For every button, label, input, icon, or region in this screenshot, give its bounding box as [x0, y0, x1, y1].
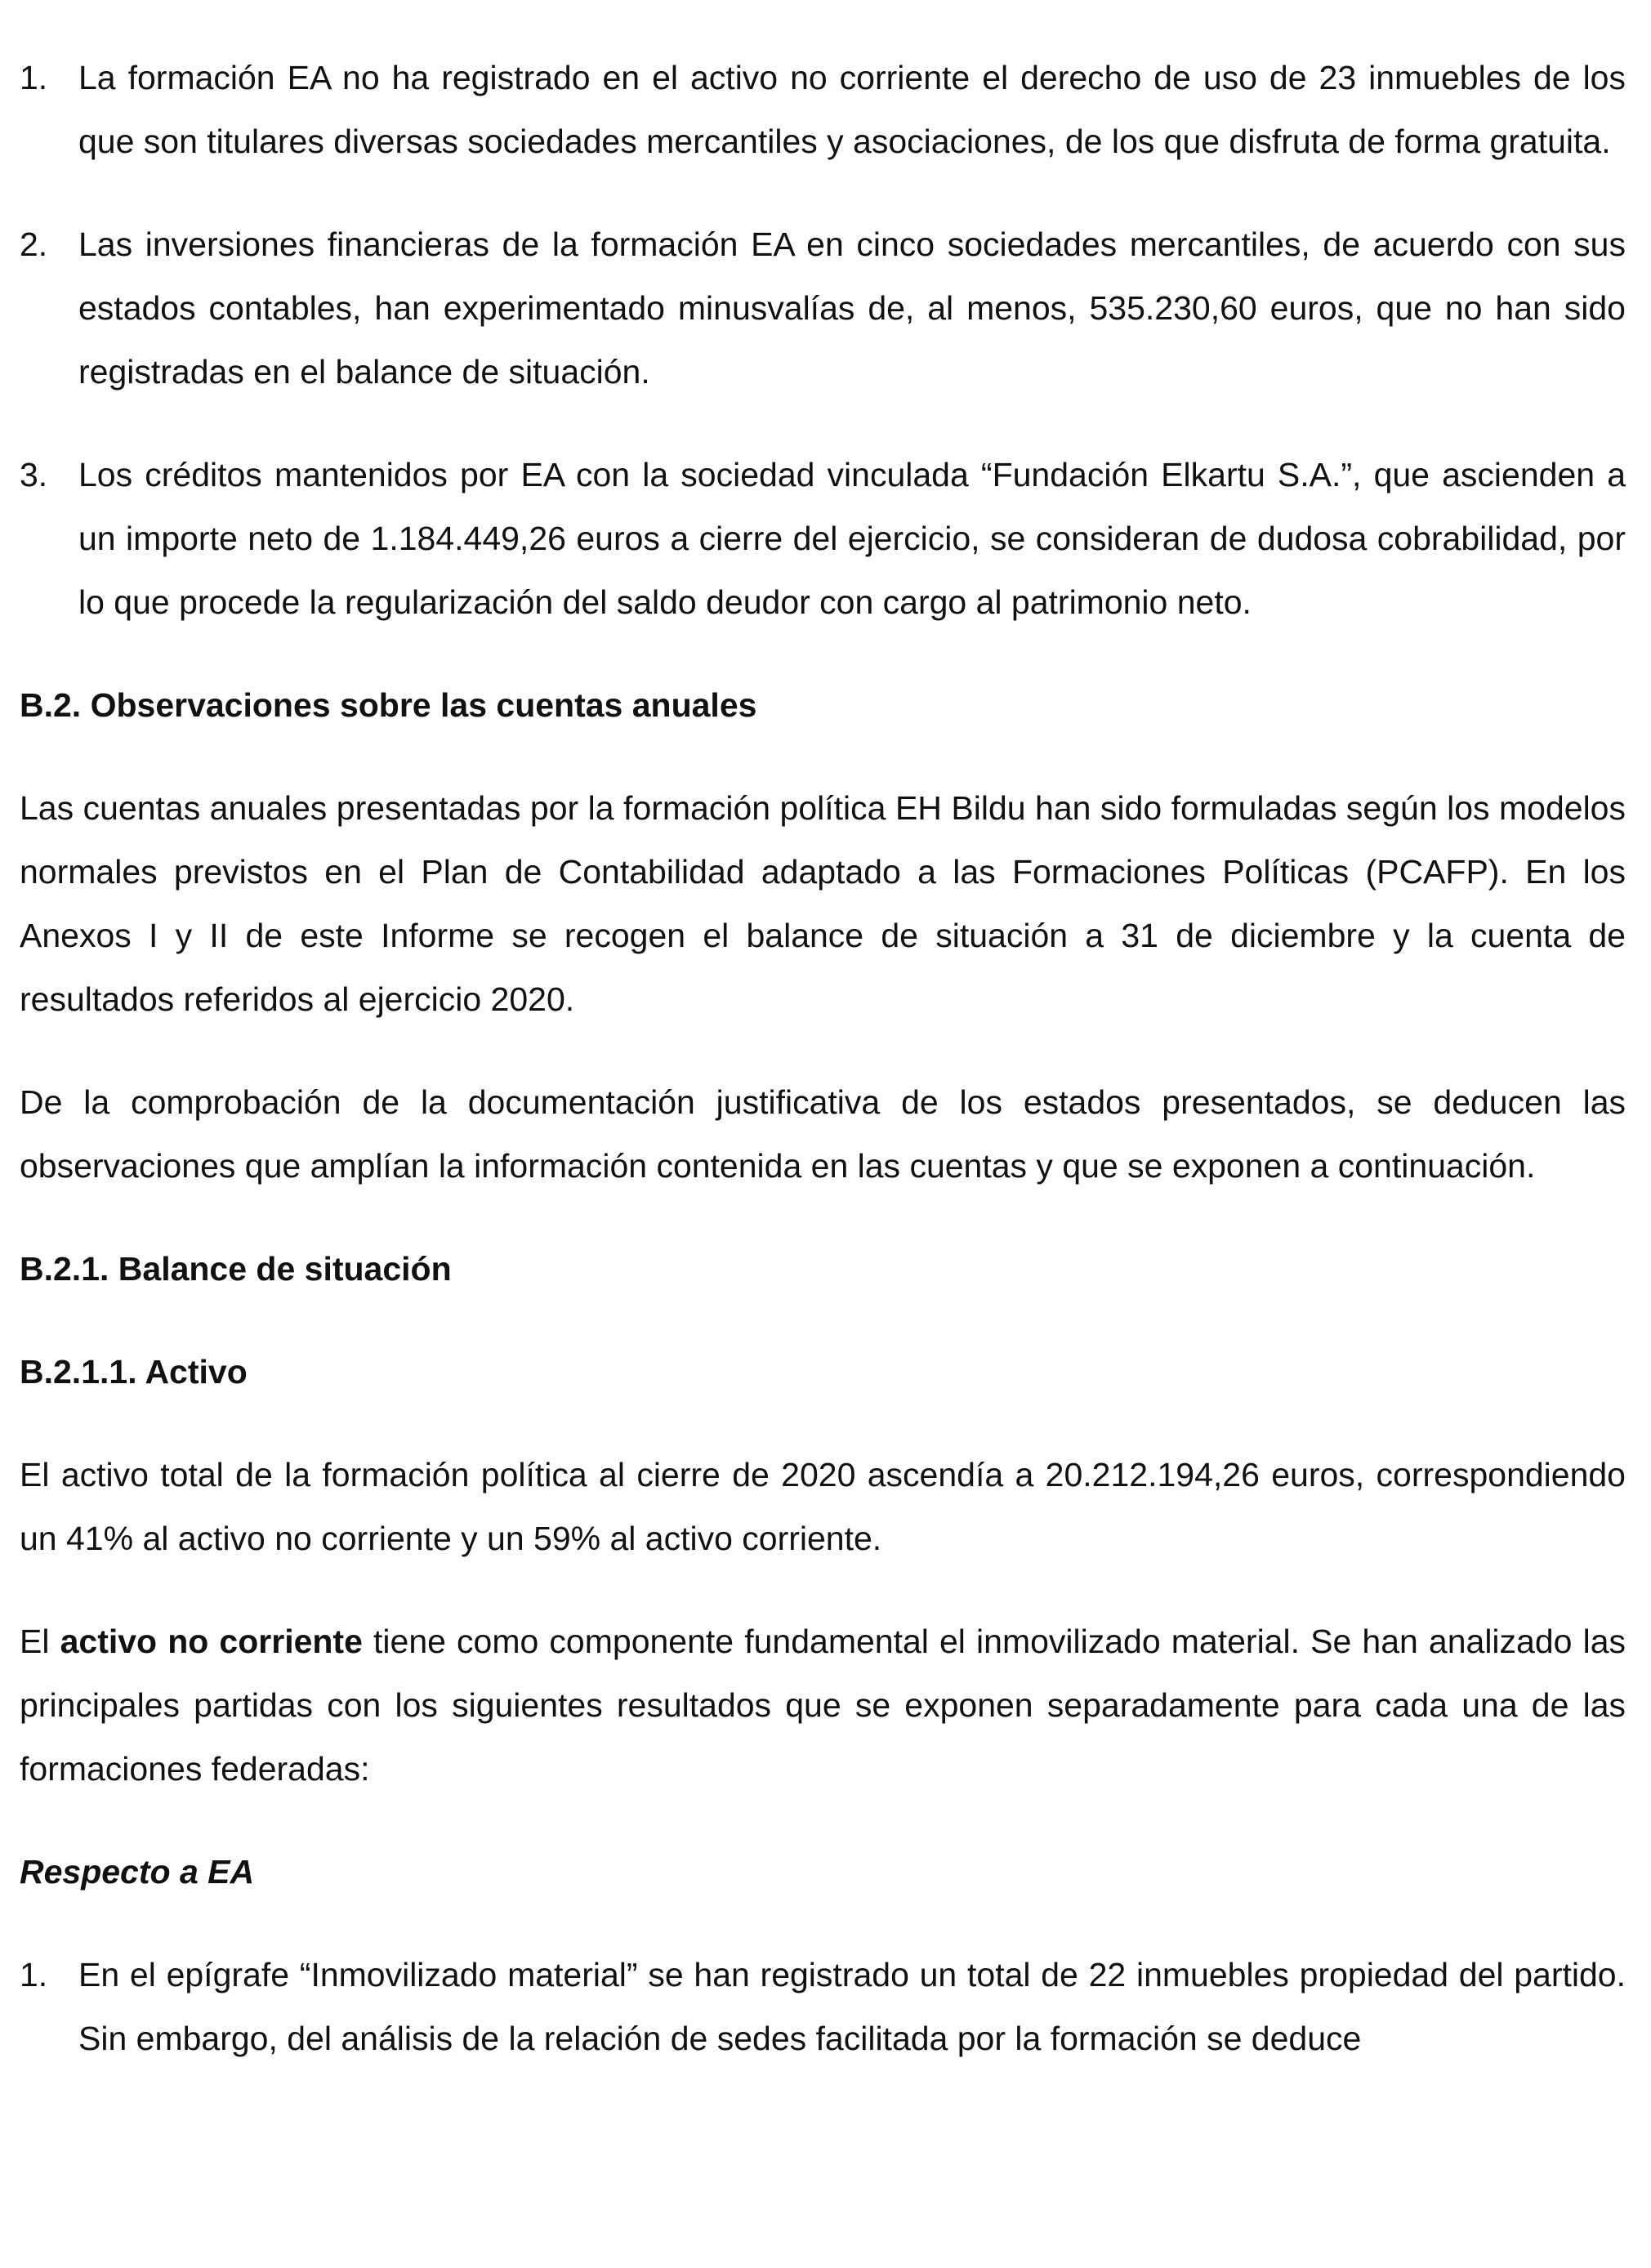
list-text: Las inversiones financieras de la formación EA en cinco sociedades mercantiles, de acuerdo con sus estados contables, han experimentado minusvalías de, al menos, 535.230,60 euros, que no han sido registradas en el balance de situación.	[78, 225, 1626, 391]
list-item	[20, 1943, 1626, 2070]
subheading-respecto-ea: Respecto a EA	[20, 1853, 255, 1891]
list-text: Los créditos mantenidos por EA con la sociedad vinculada “Fundación Elkartu S.A.”, que ascienden a un importe neto de 1.184.449,26 euros a cierre del ejercicio, se consideran de dudosa cobrabilidad, por lo que procede la regularización del saldo deudor con cargo al patrimonio neto.	[78, 456, 1626, 621]
section-heading-b2: B.2. Observaciones sobre las cuentas anuales	[20, 686, 757, 724]
paragraph-activo-no-corriente	[20, 1609, 1626, 1801]
list-number: 1.	[20, 1956, 48, 1993]
ea-findings-list	[20, 1943, 1626, 2070]
para-rest: tiene como componente fundamental el inmovilizado material. Se han analizado las principales partidas con los siguientes resultados que se exponen separadamente para cada una de las formaciones federadas:	[20, 1623, 1626, 1788]
paragraph-comprobacion: De la comprobación de la documentación justificativa de los estados presentados, se deducen las observaciones que amplían la información contenida en las cuentas y que se exponen a continuación.	[20, 1083, 1626, 1185]
list-item	[20, 212, 1626, 404]
list-item	[20, 443, 1626, 634]
para-prefix: El	[20, 1623, 60, 1660]
bold-term: activo no corriente	[60, 1623, 363, 1660]
findings-list	[20, 46, 1626, 634]
paragraph-cuentas-anuales: Las cuentas anuales presentadas por la formación política EH Bildu han sido formuladas según los modelos normales previstos en el Plan de Contabilidad adaptado a las Formaciones Políticas (PCAFP). En los Anexos I y II de este Informe se recogen el balance de situación a 31 de diciembre y la cuenta de resultados referidos al ejercicio 2020.	[20, 789, 1626, 1018]
list-item	[20, 46, 1626, 173]
paragraph-activo-total: El activo total de la formación política al cierre de 2020 ascendía a 20.212.194,26 euros, correspondiendo un 41% al activo no corriente y un 59% al activo corriente.	[20, 1456, 1626, 1557]
list-number: 1.	[20, 59, 48, 96]
list-number: 3.	[20, 456, 48, 493]
list-text: La formación EA no ha registrado en el activo no corriente el derecho de uso de 23 inmuebles de los que son titulares diversas sociedades mercantiles y asociaciones, de los que disfruta de forma gratuita.	[78, 59, 1626, 160]
document-page	[20, 46, 1626, 2070]
section-heading-b211: B.2.1.1. Activo	[20, 1353, 248, 1391]
section-heading-b21: B.2.1. Balance de situación	[20, 1250, 452, 1288]
list-number: 2.	[20, 225, 48, 263]
list-text: En el epígrafe “Inmovilizado material” se han registrado un total de 22 inmuebles propiedad del partido. Sin embargo, del análisis de la relación de sedes facilitada por la formación se deduce	[78, 1956, 1626, 2057]
